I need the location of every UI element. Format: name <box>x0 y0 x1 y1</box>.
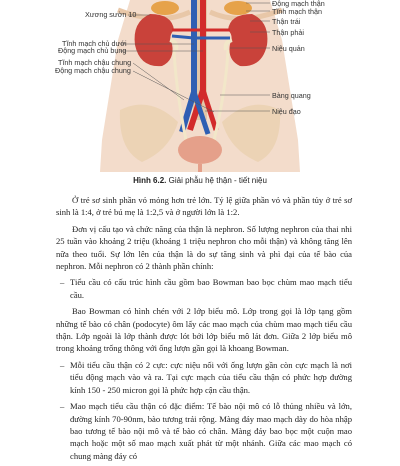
label-bladder: Bàng quang <box>272 91 311 100</box>
bladder <box>178 136 222 164</box>
renal-vein-left <box>172 36 194 38</box>
label-aorta: Động mạch chủ bụng <box>58 46 127 55</box>
caption-number: Hình 6.2. <box>133 176 167 185</box>
bullet-glomerulus-poles: – Mỗi tiểu cầu thận có 2 cực: cực niệu nối với ống lượn gần còn cực mạch là nơi tiểu động mạch vào và ra. Tại cực mạch của tiểu cầu thận có phức hợp đường kính 150 - 250 micron gọi là phức hợp cận cầu thận. <box>56 359 352 396</box>
label-left-kidney: Thận phải <box>272 28 304 37</box>
label-common-iliac-artery: Động mạch chậu chung <box>55 66 131 75</box>
label-right-kidney: Thận trái <box>272 17 301 26</box>
label-renal-artery: Động mạch thận <box>272 0 325 8</box>
urinary-system-illustration <box>0 0 400 172</box>
label-ureter: Niệu quản <box>272 44 305 53</box>
body-text <box>56 194 352 466</box>
caption-text: Giải phẫu hệ thận - tiết niệu <box>166 176 267 185</box>
paragraph-cortex-ratio: Ở trẻ sơ sinh phần vỏ mỏng hơn trẻ lớn. Tỷ lệ giữa phần vỏ và phần tủy ở trẻ sơ sinh là 1:4, ở trẻ bú mẹ là 1:2,5 và ở người lớn là 1:2. <box>56 195 352 218</box>
bullet-glomerulus: – Tiểu cầu có cấu trúc hình cầu gồm bao Bowman bao bọc chùm mao mạch tiểu cầu. <box>56 276 352 301</box>
label-urethra: Niệu đạo <box>272 107 301 116</box>
paragraph-nephron: Đơn vị cấu tạo và chức năng của thận là nephron. Số lượng nephron của thai nhi 25 tuần vào khoảng 2 triệu (khoảng 1 triệu nephron cho mỗi thận) và không tăng lên nữa theo tuổi. Sự lớn lên của thận là do sự tăng sinh và phì đại của tế bào của nephron. Mỗi nephron có 2 thành phần chính: <box>56 223 352 272</box>
adrenal-left <box>151 1 179 15</box>
paragraph-bowman-capsule: Bao Bowman có hình chén với 2 lớp biểu mô. Lớp trong gọi là lớp tạng gồm những tế bào có chân (podocyte) ôm lấy các mao mạch của chùm mao mạch tiểu cầu thận. Lớp ngoài là lớp thành được lót bởi lớp biểu mô lát đơn. Giữa 2 lớp biểu mô trong khoảng trống thông với ống lượn gần gọi là khoang Bowman. <box>56 306 352 354</box>
figure-caption <box>0 176 400 185</box>
label-rib10: Xương sườn 10 <box>85 10 137 19</box>
bullet-glomerular-capillaries: – Mao mạch tiểu cầu thận có đặc điểm: Tế bào nội mô có lỗ thủng nhiều và lớn, đường kính 70-90nm, bào tương trải rộng. Màng đáy mao mạch dày do hòa nhập bao tương tế bào nội mô và tế bào có chân. Màng đáy bao bọc một cuộn mao mạch hoặc một số mao mạch xuất phát từ một nhánh. Giữa các mao mạch có chung màng đáy có <box>56 400 352 462</box>
label-ivc: Tĩnh mạch chủ dưới <box>62 39 127 48</box>
anatomy-figure <box>0 0 400 172</box>
label-common-iliac-vein: Tĩnh mạch chậu chung <box>58 58 132 67</box>
label-renal-vein: Tĩnh mạch thận <box>272 7 322 16</box>
